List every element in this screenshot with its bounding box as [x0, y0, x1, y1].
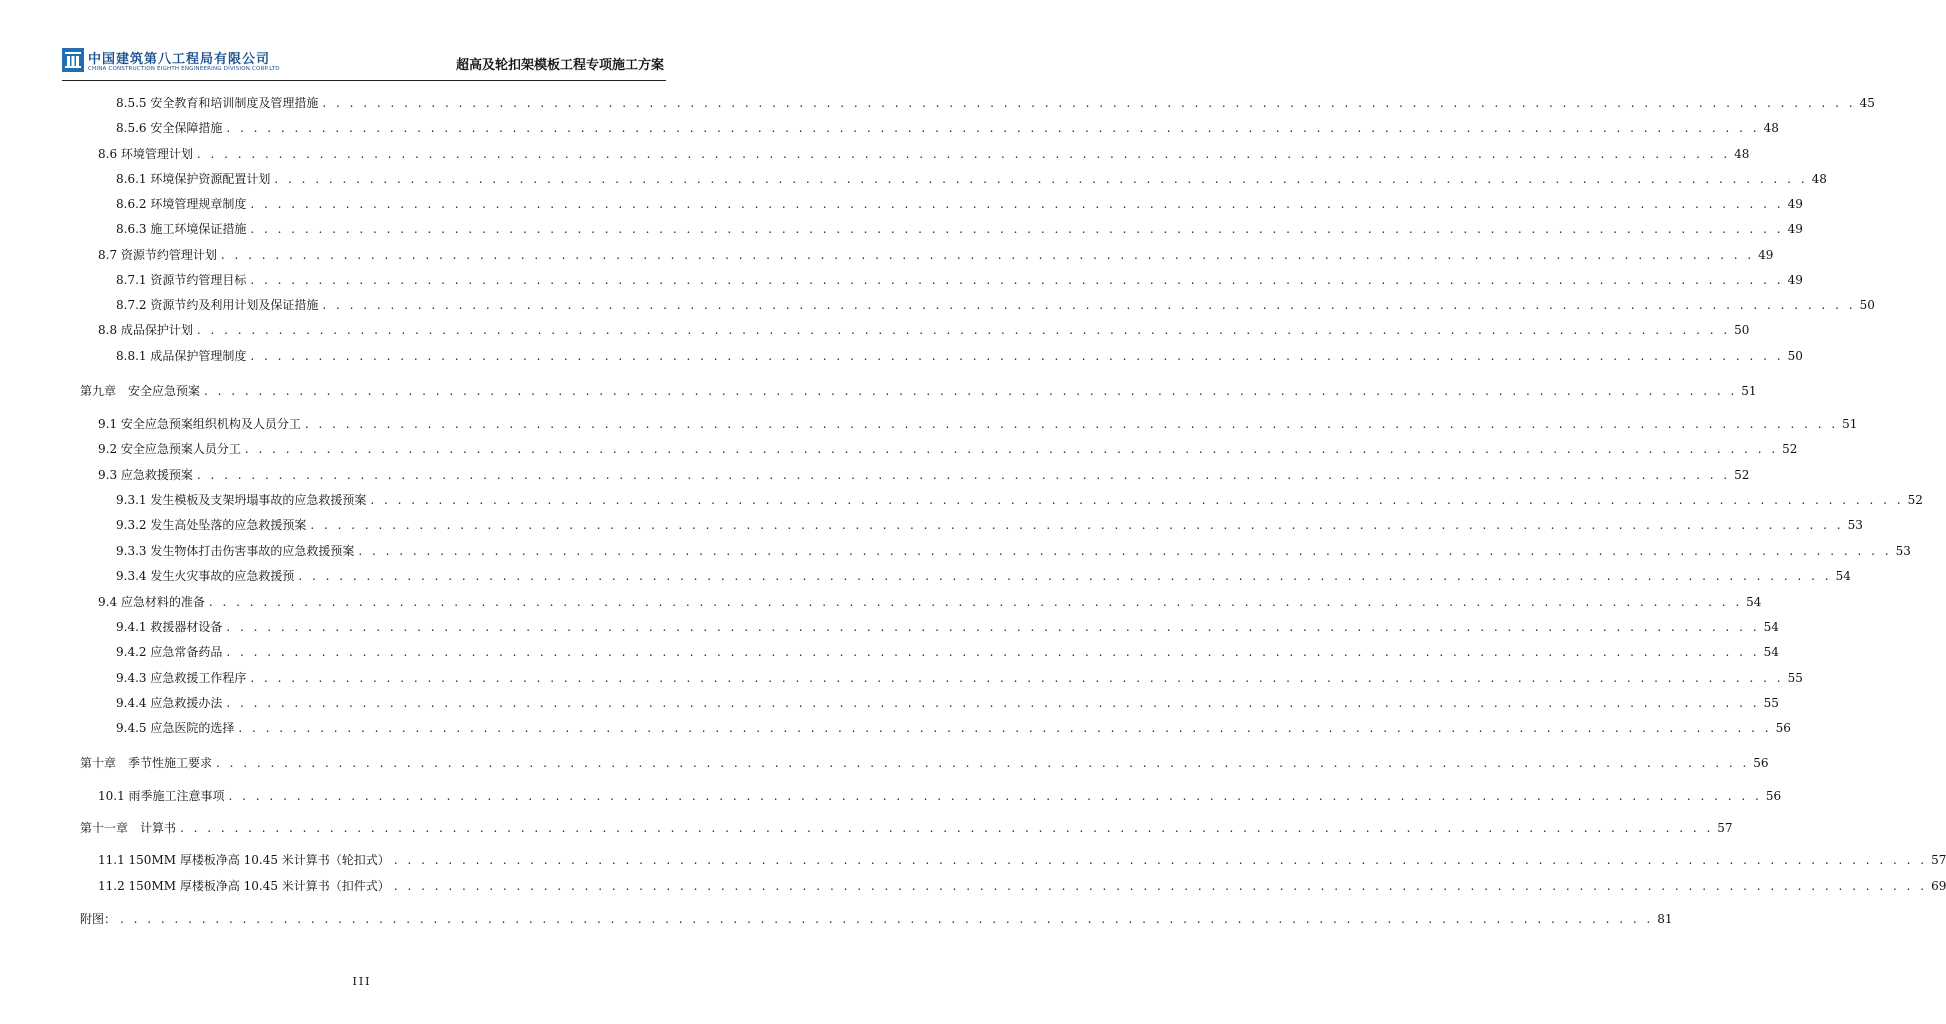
toc-dot-leader — [250, 196, 1783, 212]
toc-entry[interactable] — [0, 383, 1757, 399]
company-logo-icon — [62, 48, 84, 72]
toc-entry[interactable] — [0, 852, 1946, 868]
toc-entry[interactable] — [0, 120, 1779, 136]
toc-entry[interactable] — [0, 619, 1779, 635]
toc-page-number: 48 — [1763, 121, 1779, 135]
toc-entry[interactable] — [0, 788, 1782, 804]
toc-dot-leader — [358, 543, 1891, 559]
toc-dot-leader — [226, 120, 1759, 136]
toc-entry[interactable] — [0, 670, 1803, 686]
toc-entry[interactable] — [0, 146, 1750, 162]
toc-page-number: 54 — [1763, 620, 1779, 634]
toc-page-number: 49 — [1787, 222, 1803, 236]
toc-page-number: 50 — [1859, 298, 1875, 312]
toc-dot-leader — [394, 878, 1927, 894]
toc-page-number: 49 — [1787, 273, 1803, 287]
toc-dot-leader — [250, 348, 1783, 364]
toc-entry-title: 8.7.1 资源节约管理目标 — [116, 273, 247, 287]
toc-entry[interactable] — [0, 272, 1803, 288]
toc-entry-title: 9.3.3 发生物体打击伤害事故的应急救援预案 — [116, 544, 355, 558]
toc-page-number: 55 — [1763, 696, 1779, 710]
toc-entry-title: 9.3.2 发生高处坠落的应急救援预案 — [116, 518, 307, 532]
toc-page-number: 51 — [1741, 384, 1757, 398]
toc-entry-title: 8.8 成品保护计划 — [98, 323, 193, 337]
toc-page-number: 69 — [1931, 879, 1946, 893]
page-number: III — [352, 975, 372, 988]
toc-entry[interactable] — [0, 695, 1779, 711]
toc-page-number: 57 — [1717, 821, 1733, 835]
toc-entry[interactable] — [0, 878, 1946, 894]
toc-entry-title: 8.5.6 安全保障措施 — [116, 121, 223, 135]
toc-page-number: 48 — [1811, 172, 1827, 186]
toc-entry-title: 9.1 安全应急预案组织机构及人员分工 — [98, 417, 301, 431]
toc-page-number: 56 — [1765, 789, 1782, 803]
toc-dot-leader — [310, 517, 1843, 533]
toc-dot-leader — [180, 820, 1713, 836]
toc-page-number: 51 — [1842, 417, 1858, 431]
toc-entry-title: 第十章 季节性施工要求 — [80, 756, 213, 770]
toc-entry[interactable] — [0, 568, 1851, 584]
toc-entry-title: 9.4.3 应急救援工作程序 — [116, 671, 247, 685]
toc-entry[interactable] — [0, 467, 1750, 483]
toc-entry-title: 11.1 150MM 厚楼板净高 10.45 米计算书（轮扣式） — [98, 853, 390, 867]
toc-entry[interactable] — [0, 95, 1875, 111]
toc-entry-title: 8.6.3 施工环境保证措施 — [116, 222, 247, 236]
toc-page-number: 50 — [1787, 349, 1803, 363]
toc-entry[interactable] — [0, 416, 1858, 432]
toc-entry-title: 附图： — [80, 912, 117, 926]
toc-dot-leader — [298, 568, 1831, 584]
toc-entry[interactable] — [0, 171, 1827, 187]
toc-entry[interactable] — [0, 247, 1774, 263]
toc-entry-title: 8.5.5 安全教育和培训制度及管理措施 — [116, 96, 319, 110]
toc-page-number: 52 — [1907, 493, 1923, 507]
toc-entry-title: 9.4.1 救援器材设备 — [116, 620, 223, 634]
toc-page-number: 55 — [1787, 671, 1803, 685]
toc-entry[interactable] — [0, 644, 1779, 660]
toc-dot-leader — [394, 852, 1927, 868]
toc-entry[interactable] — [0, 196, 1803, 212]
toc-dot-leader — [221, 247, 1754, 263]
toc-dot-leader — [120, 911, 1653, 927]
toc-dot-leader — [226, 695, 1759, 711]
company-name-en: CHINA CONSTRUCTION EIGHTH ENGINEERING DIVISION.CORP.LTD — [88, 66, 280, 72]
toc-entry-title: 8.8.1 成品保护管理制度 — [116, 349, 247, 363]
toc-page-number: 54 — [1763, 645, 1779, 659]
toc-entry[interactable] — [0, 720, 1791, 736]
toc-entry[interactable] — [0, 594, 1762, 610]
toc-entry-title: 9.3.1 发生模板及支架坍塌事故的应急救援预案 — [116, 493, 367, 507]
toc-entry-title: 11.2 150MM 厚楼板净高 10.45 米计算书（扣件式） — [98, 879, 390, 893]
toc-entry-title: 8.6 环境管理计划 — [98, 147, 193, 161]
toc-dot-leader — [245, 441, 1778, 457]
toc-entry-title: 9.4 应急材料的准备 — [98, 595, 205, 609]
toc-entry-title: 8.7 资源节约管理计划 — [98, 248, 217, 262]
toc-dot-leader — [274, 171, 1807, 187]
toc-dot-leader — [229, 788, 1762, 804]
toc-page-number: 48 — [1734, 147, 1750, 161]
page-header — [62, 44, 666, 82]
toc-entry-title: 8.6.1 环境保护资源配置计划 — [116, 172, 271, 186]
toc-entry-title: 9.4.5 应急医院的选择 — [116, 721, 235, 735]
toc-entry-title: 9.2 安全应急预案人员分工 — [98, 442, 241, 456]
toc-dot-leader — [322, 95, 1855, 111]
toc-dot-leader — [197, 467, 1730, 483]
toc-entry[interactable] — [0, 492, 1923, 508]
toc-page-number: 52 — [1734, 468, 1750, 482]
header-divider — [62, 80, 666, 81]
toc-entry[interactable] — [0, 911, 1673, 927]
toc-dot-leader — [238, 720, 1771, 736]
toc-page-number: 53 — [1847, 518, 1863, 532]
toc-entry[interactable] — [0, 755, 1769, 771]
toc-entry-title: 8.6.2 环境管理规章制度 — [116, 197, 247, 211]
toc-dot-leader — [204, 383, 1737, 399]
toc-dot-leader — [370, 492, 1903, 508]
toc-dot-leader — [226, 644, 1759, 660]
toc-page-number: 54 — [1746, 595, 1762, 609]
toc-entry-title: 9.4.2 应急常备药品 — [116, 645, 223, 659]
toc-dot-leader — [216, 755, 1749, 771]
toc-dot-leader — [250, 670, 1783, 686]
toc-entry[interactable] — [0, 441, 1798, 457]
toc-page-number: 49 — [1758, 248, 1774, 262]
toc-dot-leader — [305, 416, 1838, 432]
toc-page-number: 81 — [1657, 912, 1673, 926]
toc-page-number: 45 — [1859, 96, 1875, 110]
toc-entry-title: 8.7.2 资源节约及利用计划及保证措施 — [116, 298, 319, 312]
document-title: 超高及轮扣架模板工程专项施工方案 — [455, 58, 664, 73]
toc-entry[interactable] — [0, 820, 1733, 836]
toc-page-number: 50 — [1734, 323, 1750, 337]
toc-dot-leader — [209, 594, 1742, 610]
toc-entry[interactable] — [0, 348, 1803, 364]
toc-page-number: 52 — [1782, 442, 1798, 456]
toc-entry[interactable] — [0, 543, 1911, 559]
toc-entry[interactable] — [0, 297, 1875, 313]
toc-page-number: 56 — [1775, 721, 1791, 735]
toc-dot-leader — [197, 322, 1730, 338]
toc-entry-title: 10.1 雨季施工注意事项 — [98, 789, 225, 803]
toc-page-number: 57 — [1931, 853, 1946, 867]
toc-entry-title: 第九章 安全应急预案 — [80, 384, 201, 398]
toc-dot-leader — [322, 297, 1855, 313]
toc-page-number: 54 — [1835, 569, 1851, 583]
company-name-cn: 中国建筑第八工程局有限公司 — [88, 52, 271, 67]
toc-page-number: 56 — [1753, 756, 1769, 770]
toc-entry[interactable] — [0, 221, 1803, 237]
toc-dot-leader — [250, 272, 1783, 288]
toc-page-number: 53 — [1895, 544, 1911, 558]
toc-entry-title: 9.4.4 应急救援办法 — [116, 696, 223, 710]
toc-entry[interactable] — [0, 322, 1750, 338]
toc-entry-title: 9.3 应急救援预案 — [98, 468, 193, 482]
toc-entry-title: 第十一章 计算书 — [80, 821, 177, 835]
toc-dot-leader — [250, 221, 1783, 237]
toc-dot-leader — [197, 146, 1730, 162]
toc-page-number: 49 — [1787, 197, 1803, 211]
toc-dot-leader — [226, 619, 1759, 635]
toc-entry[interactable] — [0, 517, 1863, 533]
toc-entry-title: 9.3.4 发生火灾事故的应急救援预 — [116, 569, 295, 583]
